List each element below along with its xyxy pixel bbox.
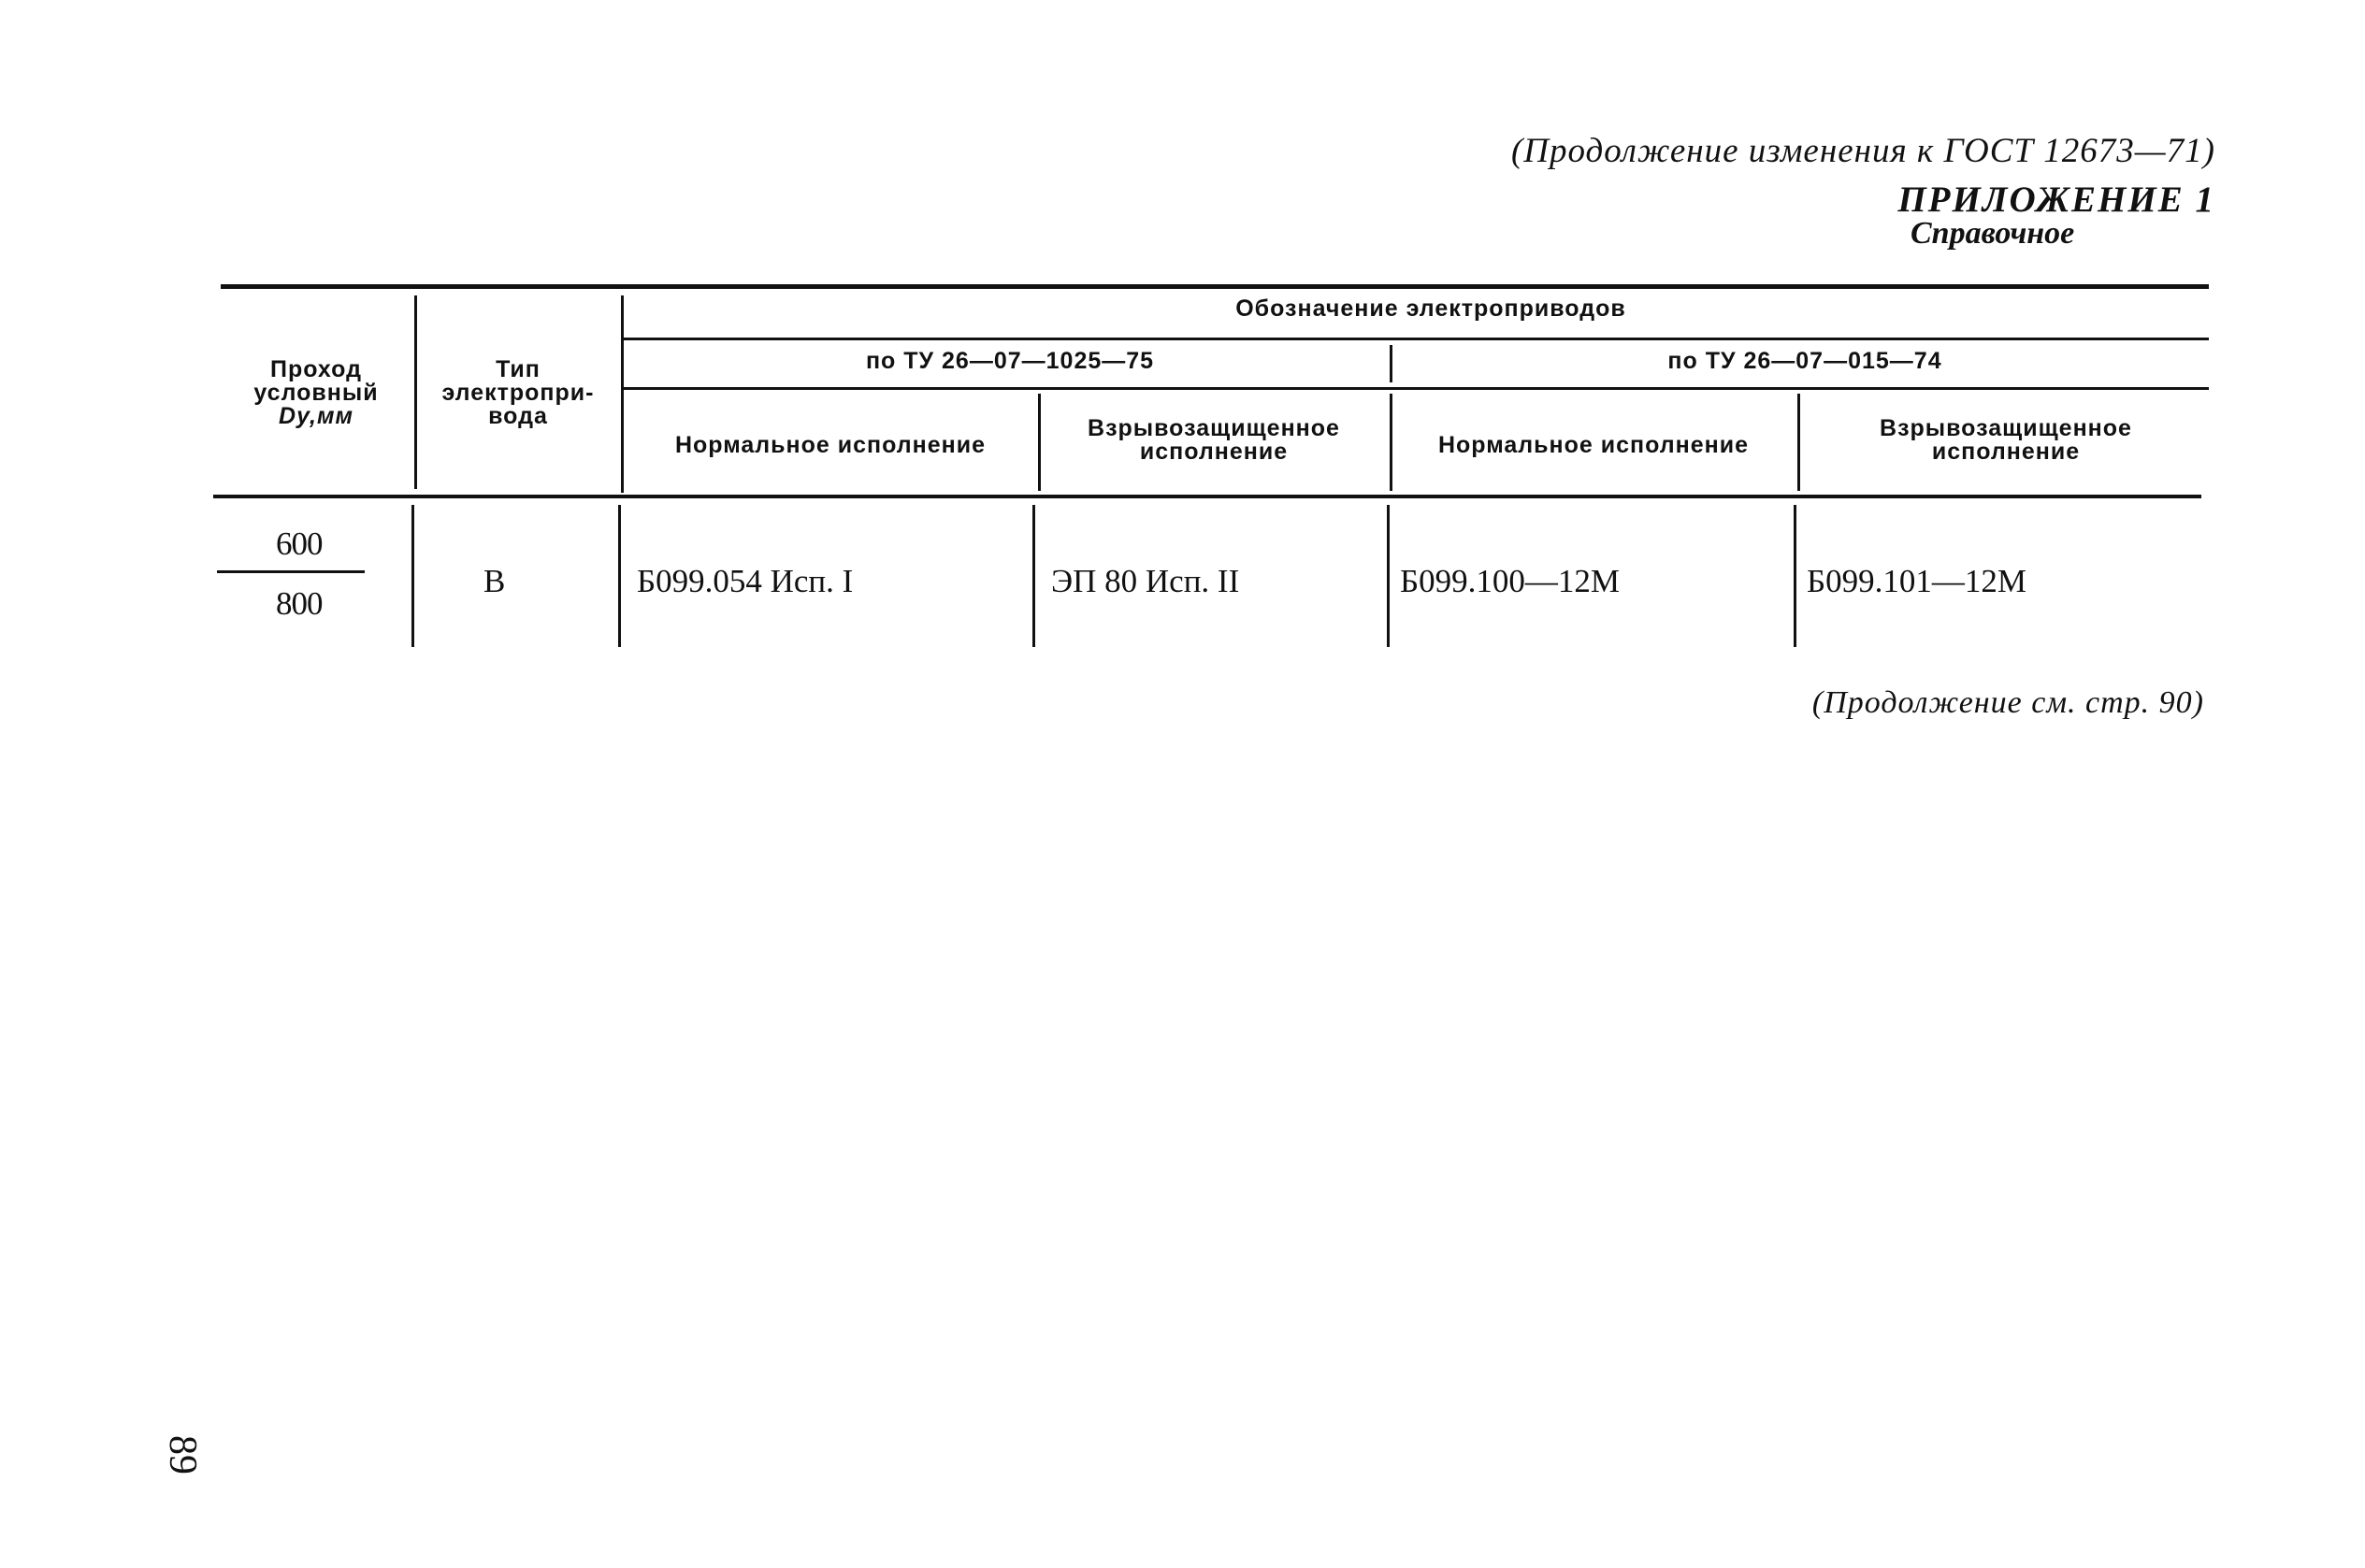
continuation-footer: (Продолжение см. стр. 90) [1811, 685, 2204, 720]
header-divider-1 [414, 295, 417, 489]
header-bottom-rule [213, 495, 2201, 498]
tu015-explosion-proof-header [1803, 417, 2209, 464]
tu015-normal-header: Нормальное исполнение [1437, 432, 1750, 458]
tu015-explosion-proof-value: Б099.101—12М [1807, 563, 2026, 599]
header-divider-2 [621, 295, 624, 493]
group-header: Обозначение электроприводов [1235, 295, 1626, 322]
body-divider-4 [1387, 505, 1390, 647]
passage-fraction-rule [217, 570, 365, 573]
subgroup-rule [624, 387, 2209, 390]
drive-type-header-line3: вода [488, 403, 548, 429]
tu015-normal-value: Б099.100—12М [1400, 563, 1620, 599]
passage-value-top: 600 [276, 525, 323, 562]
drive-type-header [421, 358, 615, 428]
continuation-header: (Продолжение изменения к ГОСТ 12673—71) [1510, 132, 2215, 170]
body-divider-1 [411, 505, 414, 647]
tu1025-explosion-proof-line2: исполнение [1139, 439, 1289, 465]
body-divider-2 [618, 505, 621, 647]
table-top-rule [221, 284, 2209, 289]
drive-type-header-line1: Тип [496, 356, 541, 382]
tu015-explosion-proof-line1: Взрывозащищенное [1880, 415, 2132, 441]
passage-header-line1: Проход [270, 356, 362, 382]
subgroup-tu015-label: по ТУ 26—07—015—74 [1667, 348, 1942, 374]
tu1025-explosion-proof-line1: Взрывозащищенное [1088, 415, 1340, 441]
tu1025-normal-value: Б099.054 Исп. I [637, 563, 854, 599]
header-divider-subgroup [1390, 345, 1392, 382]
passage-header [224, 358, 408, 428]
drive-type-value: В [483, 563, 506, 599]
passage-header-line2: условный [253, 380, 379, 406]
drive-type-header-line2: электропри- [441, 380, 595, 406]
subgroup-tu1025-label: по ТУ 26—07—1025—75 [865, 348, 1155, 374]
body-divider-3 [1032, 505, 1035, 647]
passage-value-bottom: 800 [276, 585, 323, 622]
header-divider-5 [1797, 394, 1800, 491]
passage-header-line3: Dу,мм [279, 403, 353, 429]
appendix-title: ПРИЛОЖЕНИЕ 1 [1897, 180, 2215, 220]
body-divider-5 [1794, 505, 1796, 647]
appendix-subtitle: Справочное [1911, 216, 2075, 251]
tu1025-explosion-proof-value: ЭП 80 Исп. II [1051, 563, 1240, 599]
tu1025-explosion-proof-header [1044, 417, 1384, 464]
header-divider-4 [1390, 394, 1392, 491]
page-number: 89 [161, 1435, 204, 1474]
tu015-explosion-proof-line2: исполнение [1931, 439, 2081, 465]
group-header-rule [624, 338, 2209, 340]
header-divider-3 [1038, 394, 1041, 491]
tu1025-normal-header: Нормальное исполнение [674, 432, 987, 458]
